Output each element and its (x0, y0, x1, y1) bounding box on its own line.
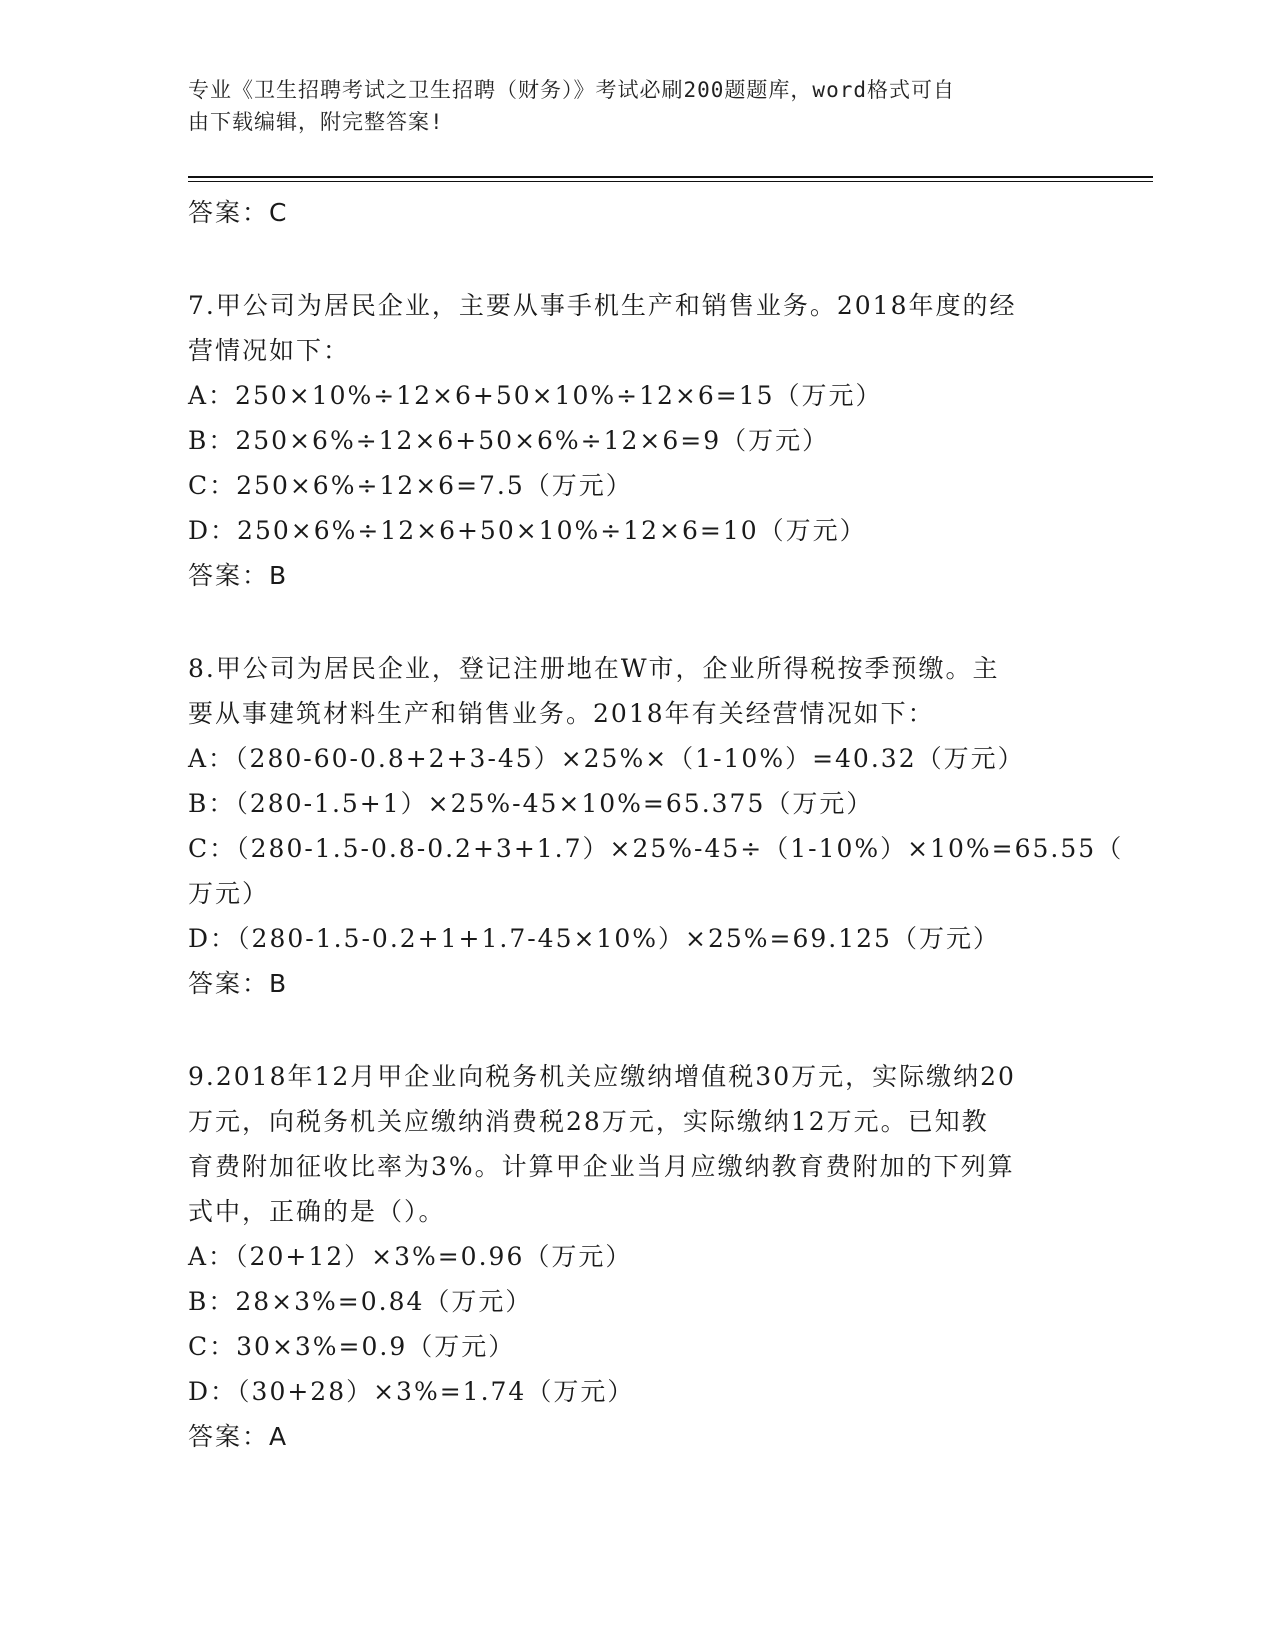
option-a: A：（20+12）×3%=0.96（万元） (188, 1242, 633, 1271)
option-a: A：250×10%÷12×6+50×10%÷12×6=15（万元） (188, 381, 883, 410)
option-d: D：（280-1.5-0.2+1+1.7-45×10%）×25%=69.125（万元） (188, 924, 1000, 953)
answer-line: 答案：B (188, 969, 289, 998)
spacer (188, 235, 1088, 283)
option-b: B：（280-1.5+1）×25%-45×10%=65.375（万元） (188, 789, 874, 818)
option-a: A：（280-60-0.8+2+3-45）×25%×（1-10%）=40.32（万元） (188, 744, 1025, 773)
answer-line: 答案：C (188, 198, 289, 227)
question-stem-line: 式中，正确的是（）。 (188, 1197, 446, 1226)
header-divider-thick (188, 176, 1153, 178)
question-stem-line: 万元，向税务机关应缴纳消费税28万元，实际缴纳12万元。已知教 (188, 1107, 989, 1136)
question-stem-line: 育费附加征收比率为3%。计算甲企业当月应缴纳教育费附加的下列算 (188, 1152, 1015, 1181)
option-d: D：250×6%÷12×6+50×10%÷12×6=10（万元） (188, 516, 867, 545)
header-line-1: 专业《卫生招聘考试之卫生招聘（财务）》考试必刷200题题库，word格式可自 (188, 78, 955, 102)
option-d: D：（30+28）×3%=1.74（万元） (188, 1377, 635, 1406)
question-stem-line: 7.甲公司为居民企业，主要从事手机生产和销售业务。2018年度的经 (188, 291, 1017, 320)
document-body (188, 190, 1124, 1459)
question-stem-line: 9.2018年12月甲企业向税务机关应缴纳增值税30万元，实际缴纳20 (188, 1062, 1016, 1091)
question-stem-line: 8.甲公司为居民企业，登记注册地在W市，企业所得税按季预缴。主 (188, 654, 1000, 683)
option-c: C：250×6%÷12×6=7.5（万元） (188, 471, 633, 500)
option-b: B：250×6%÷12×6+50×6%÷12×6=9（万元） (188, 426, 830, 455)
option-b: B：28×3%=0.84（万元） (188, 1287, 533, 1316)
answer-line: 答案：A (188, 1422, 289, 1451)
question-8 (188, 646, 1124, 1006)
header-line-2: 由下载编辑，附完整答案! (188, 110, 444, 134)
option-c: C：30×3%=0.9（万元） (188, 1332, 516, 1361)
option-c-continued: 万元） (188, 879, 270, 908)
question-stem-line: 要从事建筑材料生产和销售业务。2018年有关经营情况如下： (188, 699, 935, 728)
option-c: C：（280-1.5-0.8-0.2+3+1.7）×25%-45÷（1-10%）×10%=65.55（ (188, 834, 1124, 863)
page-header (188, 74, 1068, 138)
question-9 (188, 1054, 1088, 1459)
question-stem-line: 营情况如下： (188, 336, 351, 365)
answer-line: 答案：B (188, 561, 289, 590)
question-7 (188, 283, 1088, 598)
header-divider-thin (188, 181, 1153, 182)
spacer (188, 598, 1088, 646)
spacer (188, 1006, 1088, 1054)
